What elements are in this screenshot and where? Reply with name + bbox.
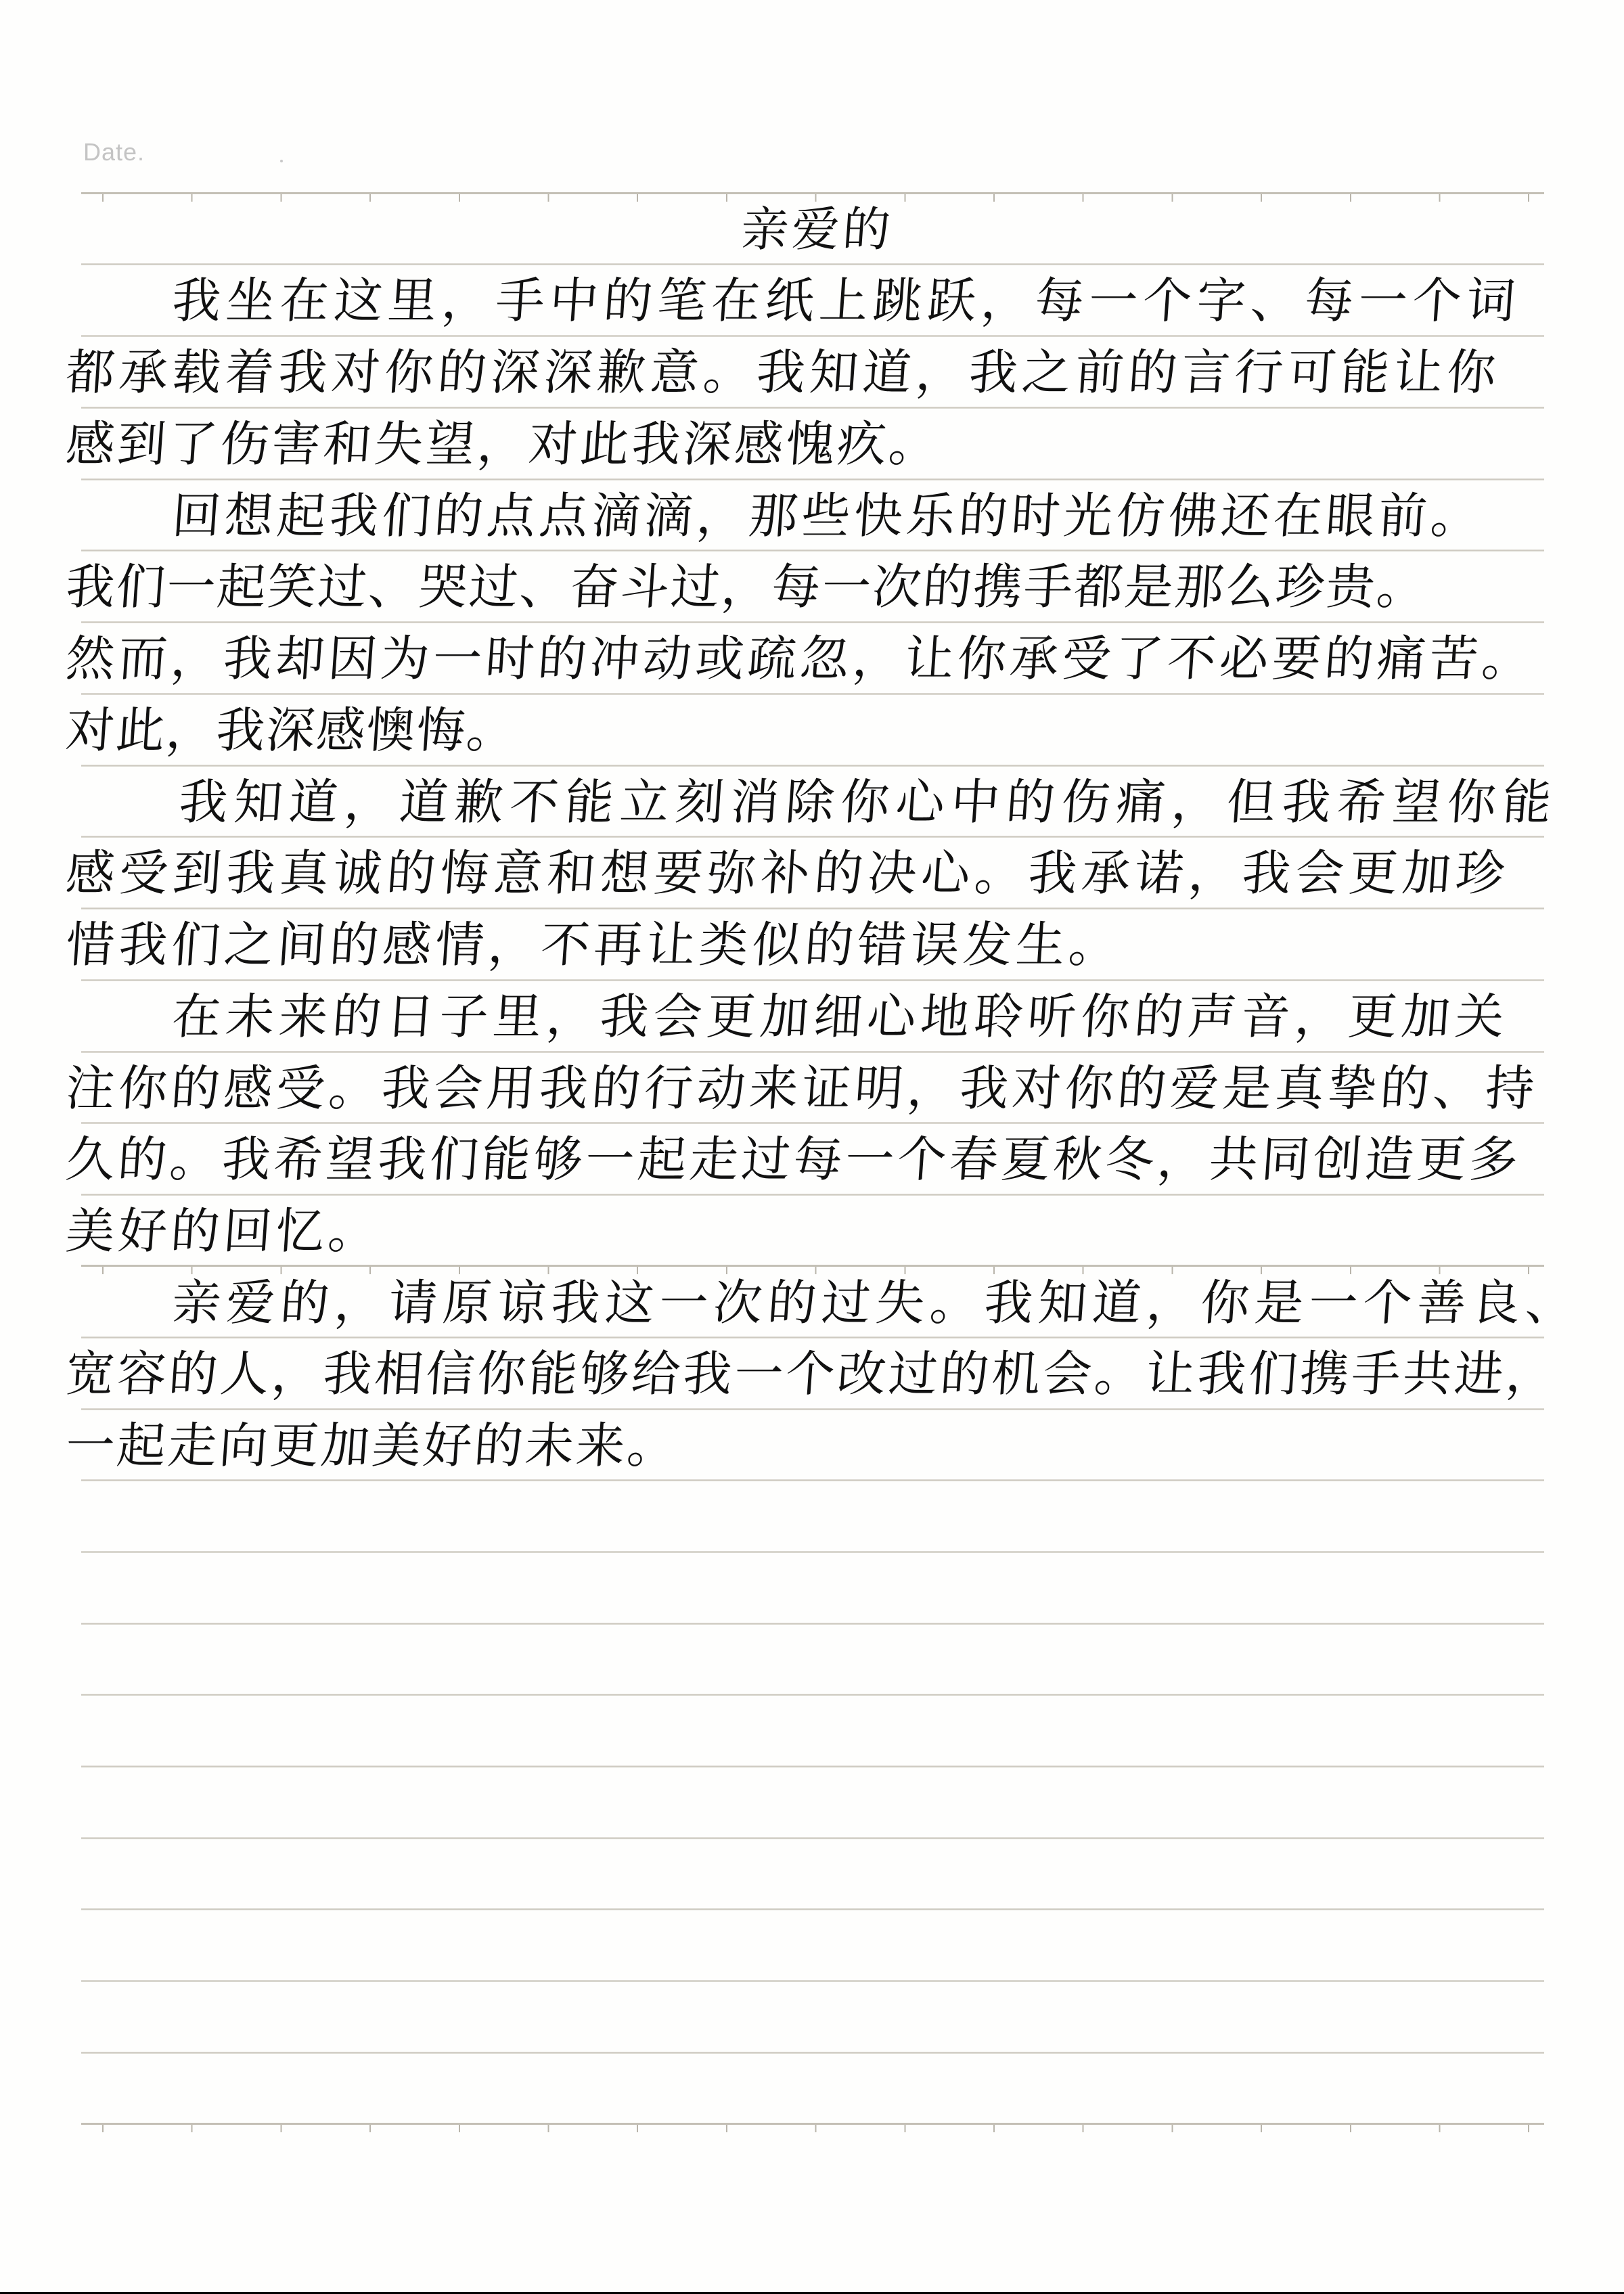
letter-line-13: 久的。我希望我们能够一起走过每一个春夏秋冬，共同创造更多 <box>64 1131 1523 1188</box>
ruled-line <box>81 693 1544 695</box>
letter-line-9: 感受到我真诚的悔意和想要弥补的决心。我承诺，我会更加珍 <box>64 845 1512 901</box>
ruled-line <box>81 1408 1544 1410</box>
ruled-line <box>81 1980 1544 1982</box>
ruled-line <box>81 263 1544 265</box>
ruled-line <box>81 1122 1544 1124</box>
ruled-line-ticked <box>81 1265 1544 1274</box>
ruled-line <box>81 836 1544 838</box>
ruled-line <box>81 1551 1544 1553</box>
letter-line-8: 我知道，道歉不能立刻消除你心中的伤痛，但我希望你能 <box>177 773 1560 830</box>
letter-title: 亲爱的 <box>739 202 896 257</box>
letter-line-17: 一起走向更加美好的未来。 <box>64 1417 681 1474</box>
ruled-line <box>81 1694 1544 1696</box>
ruled-line <box>81 1336 1544 1339</box>
letter-line-7: 对此，我深感懊悔。 <box>64 702 519 759</box>
ruled-line <box>81 907 1544 909</box>
ruled-line <box>81 1837 1544 1839</box>
ruled-line <box>81 1051 1544 1053</box>
letter-line-11: 在未来的日子里，我会更加细心地聆听你的声音，更加关 <box>170 988 1511 1045</box>
ruled-line <box>81 2052 1544 2054</box>
ruled-line <box>81 1623 1544 1625</box>
ruled-line <box>81 1479 1544 1481</box>
letter-line-10: 惜我们之间的感情，不再让类似的错误发生。 <box>64 916 1124 973</box>
ruled-line <box>81 765 1544 767</box>
letter-line-4: 回想起我们的点点滴滴，那些快乐的时光仿佛还在眼前。 <box>170 487 1485 544</box>
ruled-line <box>81 335 1544 337</box>
ruled-line <box>81 549 1544 552</box>
letter-line-15: 亲爱的，请原谅我这一次的过失。我知道，你是一个善良、 <box>170 1274 1582 1331</box>
letter-line-6: 然而，我却因为一时的冲动或疏忽，让你承受了不必要的痛苦。 <box>64 630 1537 687</box>
ruled-line <box>81 407 1544 409</box>
letter-line-1: 我坐在这里，手中的笔在纸上跳跃，每一个字、每一个词 <box>170 272 1522 329</box>
letter-line-14: 美好的回忆。 <box>64 1202 383 1259</box>
ruled-line <box>81 1766 1544 1768</box>
ruled-line <box>81 478 1544 480</box>
date-label: Date. <box>83 138 145 166</box>
date-field-dot <box>280 160 283 162</box>
ruled-line <box>81 979 1544 981</box>
ruled-line <box>81 621 1544 623</box>
letter-line-2: 都承载着我对你的深深歉意。我知道，我之前的言行可能让你 <box>64 344 1502 401</box>
ruled-line <box>81 1908 1544 1910</box>
letter-line-12: 注你的感受。我会用我的行动来证明，我对你的爱是真挚的、持 <box>64 1060 1541 1117</box>
ruled-line <box>81 1194 1544 1196</box>
ruled-line-ticked <box>81 192 1544 202</box>
letter-line-3: 感到了伤害和失望，对此我深感愧疚。 <box>64 415 943 472</box>
letter-line-16: 宽容的人，我相信你能够给我一个改过的机会。让我们携手共进， <box>64 1345 1560 1402</box>
ruled-line-ticked <box>81 2123 1544 2132</box>
letter-line-5: 我们一起笑过、哭过、奋斗过，每一次的携手都是那么珍贵。 <box>64 558 1429 615</box>
